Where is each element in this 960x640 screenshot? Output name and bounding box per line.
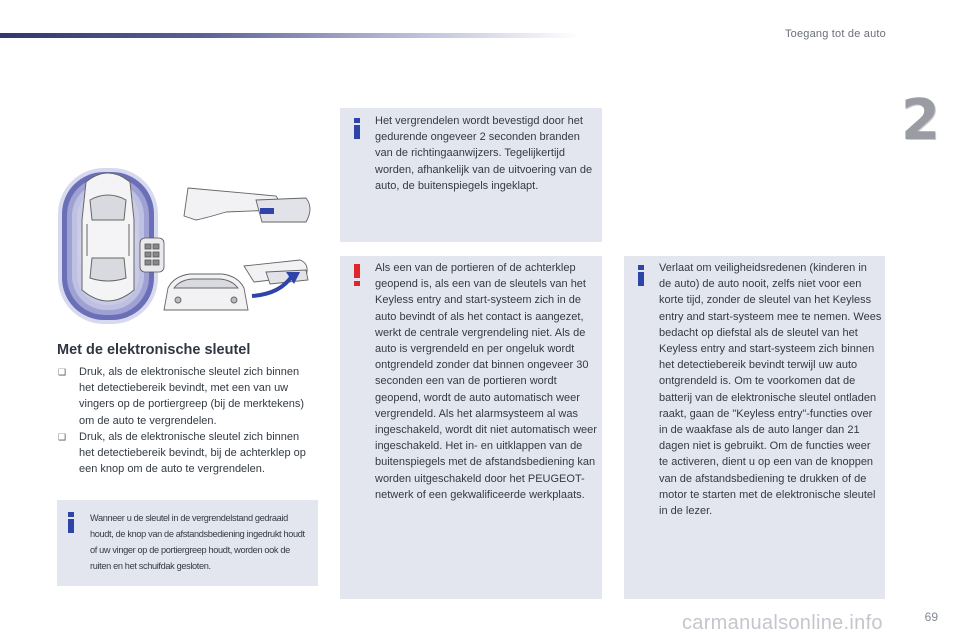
list-item-text: Druk, als de elektronische sleutel zich binnen het detectiebereik bevindt, bij de achterklep op een knop om de auto te vergrendelen.: [79, 430, 306, 476]
header-gradient-bar: [0, 33, 580, 38]
list-item: [57, 364, 317, 429]
warning-note-text: Als een van de portieren of de achterklep geopend is, als een van de sleutels van het Keyless entry and start-systeem zich in de auto bevindt of als het contact is aangezet, werkt de centrale vergrendeling niet. Als de auto is vergrendeld en per ongeluk wordt ontgrendeld zonder dat binnen ongeveer 30 seconden een van de portieren wordt geopend, wordt de auto automatisch weer vergrendeld. Als het alarmsysteem al was ingeschakeld, wordt dit niet automatisch weer ingeschakeld. Het in- en uitklappen van de buitenspiegels met de afstandsbediening kan worden uitgeschakeld door het PEUGEOT-netwerk of een gekwalificeerde werkplaats.: [375, 262, 597, 501]
instruction-list: [57, 364, 317, 477]
info-note-text: Wanneer u de sleutel in de vergrendelstand gedraaid houdt, de knop van de afstandsbediening ingedrukt houdt of uw vinger op de portiergreep houdt, worden ook de ruiten en het schuifdak gesloten.: [90, 513, 305, 571]
car-rear-view-icon: [164, 274, 248, 310]
door-handle-hand-icon: [184, 188, 310, 222]
bullet-icon: ❑: [58, 367, 67, 377]
info-note-text: Verlaat om veiligheidsredenen (kinderen in de auto) de auto nooit, zelfs niet voor een korte tijd, zonder de sleutel van het Keyless entry and start-systeem mee te nemen. Wees bedacht op diefstal als de sleutel van het Keyless entry and start-systeem zich binnen het detectiebereik bevindt terwijl uw auto ontgrendeld is. Om te voorkomen dat de batterij van de elektronische sleutel ontladen raakt, gaan de "Keyless entry"-functies over in de waakfase als de auto langer dan 21 dagen niet is gebruikt. Om de functies weer te activeren, dient u op een van de knoppen van de afstandsbediening te drukken of de motor te starten met de elektronische sleutel in de lezer.: [659, 262, 882, 518]
info-note-small: [57, 500, 318, 586]
list-item-text: Druk, als de elektronische sleutel zich binnen het detectiebereik bevindt, met een van uw vingers op de portiergreep (bij de merktekens) om de auto te vergrendelen.: [79, 366, 305, 427]
watermark: carmanualsonline.info: [682, 612, 883, 634]
warning-note: [340, 256, 602, 599]
key-fob-icon: [140, 238, 164, 272]
keyless-locking-illustration: [56, 160, 318, 326]
info-note-text: Het vergrendelen wordt bevestigd door het gedurende ongeveer 2 seconden branden van de richtingaanwijzers. Tegelijkertijd worden, afhankelijk van de uitvoering van de auto, de buitenspiegels ingeklapt.: [375, 115, 593, 192]
car-top-view: [82, 173, 134, 301]
list-item: [57, 429, 317, 478]
bullet-icon: ❑: [58, 431, 67, 442]
info-note-top: [340, 108, 602, 242]
chapter-number: 2: [901, 88, 940, 153]
info-note-right: [624, 256, 885, 599]
section-heading: Met de elektronische sleutel: [57, 342, 251, 358]
page-number: 69: [924, 610, 938, 624]
section-title: Toegang tot de auto: [784, 28, 886, 40]
